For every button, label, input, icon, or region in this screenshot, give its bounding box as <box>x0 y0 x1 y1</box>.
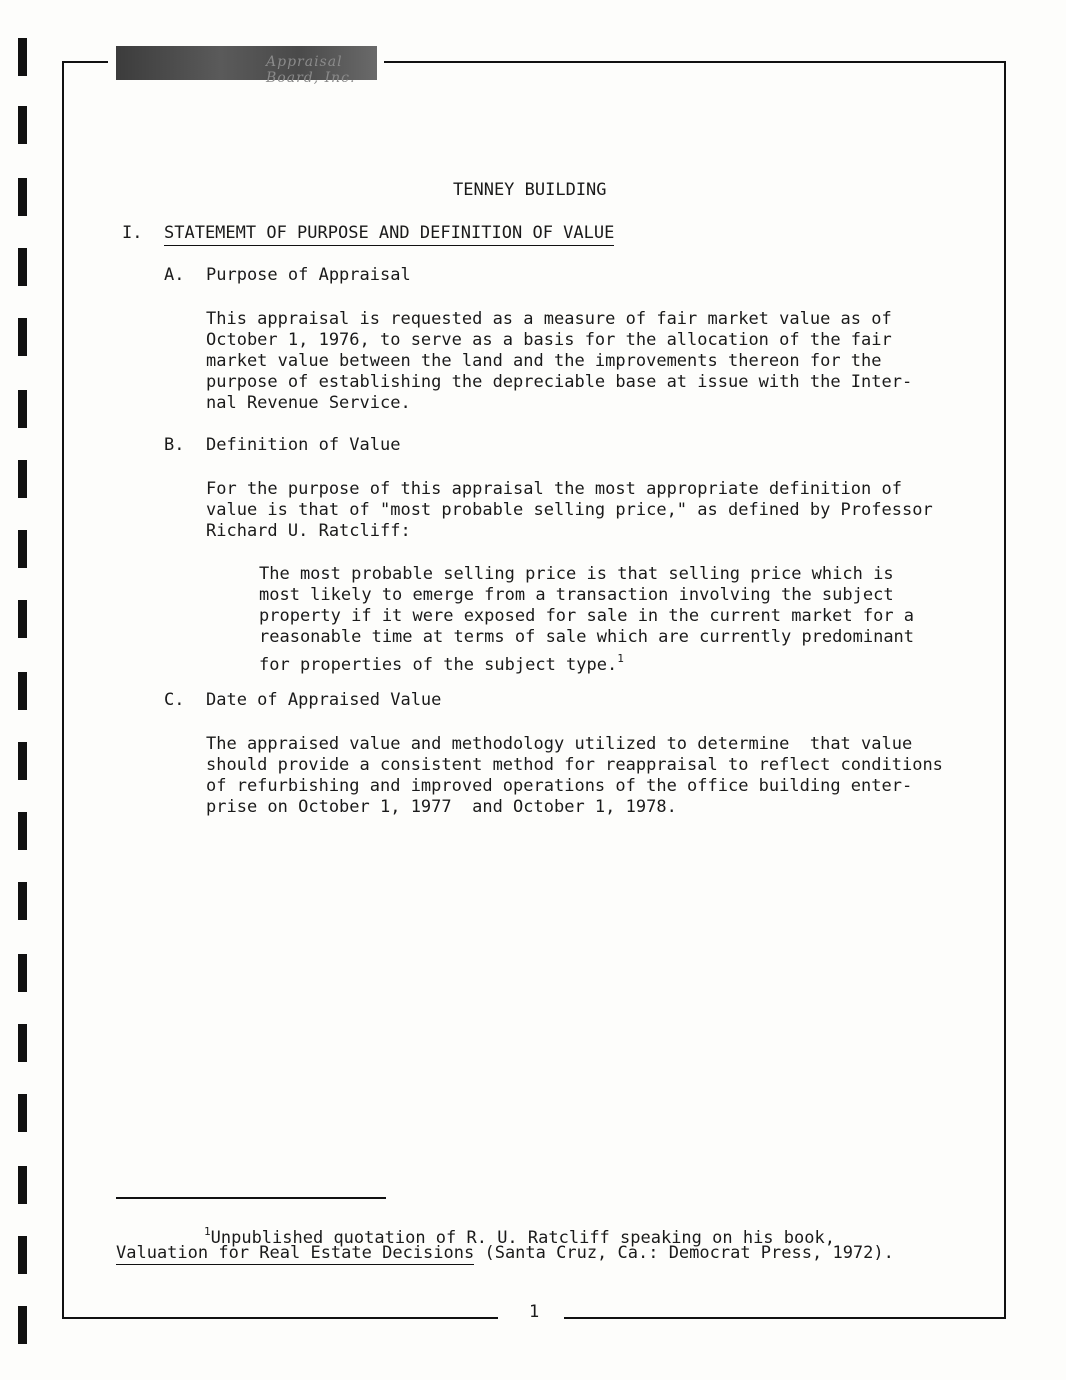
frame-top-left <box>62 61 108 63</box>
quote-line: reasonable time at terms of sale which are currently predominant <box>259 627 915 647</box>
binder-mark <box>18 812 27 850</box>
section-number: I. <box>122 223 143 243</box>
paragraph-line: market value between the land and the improvements thereon for the <box>206 351 882 371</box>
paragraph-line: prise on October 1, 1977 and October 1, 1978. <box>206 797 677 817</box>
binder-mark <box>18 954 27 992</box>
footnote-reference: 1 <box>617 652 624 665</box>
frame-right <box>1004 61 1006 1319</box>
binder-mark <box>18 248 27 286</box>
definition-paragraph <box>206 479 933 542</box>
paragraph-line: For the purpose of this appraisal the most appropriate definition of <box>206 479 902 499</box>
footnote-text: Unpublished quotation of R. U. Ratcliff speaking on his book, <box>210 1228 835 1248</box>
paragraph-line: should provide a consistent method for reappraisal to reflect conditions <box>206 755 943 775</box>
binder-mark <box>18 1306 27 1344</box>
subsection-letter: A. <box>164 265 185 285</box>
binder-mark <box>18 318 27 356</box>
quote-line: The most probable selling price is that selling price which is <box>259 564 894 584</box>
binder-mark <box>18 882 27 920</box>
header-stamp <box>116 46 377 86</box>
frame-top-right <box>384 61 1006 63</box>
binder-mark <box>18 106 27 144</box>
document-title: TENNEY BUILDING <box>453 180 607 200</box>
book-title: Valuation for Real Estate Decisions <box>116 1243 475 1263</box>
paragraph-line: This appraisal is requested as a measure of fair market value as of <box>206 309 892 329</box>
paragraph-line: Richard U. Ratcliff: <box>206 521 411 541</box>
footnote-rule <box>116 1197 386 1199</box>
binder-mark <box>18 1236 27 1274</box>
paragraph-line: October 1, 1976, to serve as a basis for the allocation of the fair <box>206 330 892 350</box>
binder-mark <box>18 530 27 568</box>
subsection-letter: C. <box>164 690 185 710</box>
binder-mark <box>18 460 27 498</box>
footnote-line-2 <box>116 1243 894 1264</box>
quote-line: for properties of the subject type. <box>259 655 618 675</box>
paragraph-line: value is that of "most probable selling price," as defined by Professor <box>206 500 933 520</box>
paragraph-line: of refurbishing and improved operations of the office building enter- <box>206 776 913 796</box>
binder-mark <box>18 38 27 76</box>
paragraph-line: purpose of establishing the depreciable base at issue with the Inter- <box>206 372 913 392</box>
subsection-heading: Purpose of Appraisal <box>206 265 411 285</box>
paragraph-line: The appraised value and methodology utilized to determine that value <box>206 734 913 754</box>
binder-mark <box>18 1024 27 1062</box>
subsection-heading: Definition of Value <box>206 435 401 455</box>
frame-left <box>62 61 64 1319</box>
purpose-paragraph <box>206 309 912 414</box>
subsection-letter: B. <box>164 435 185 455</box>
binder-mark <box>18 1094 27 1132</box>
binder-mark <box>18 600 27 638</box>
date-paragraph <box>206 734 943 818</box>
page-number: 1 <box>529 1302 540 1322</box>
block-quote <box>259 564 914 676</box>
binder-mark <box>18 390 27 428</box>
quote-line: most likely to emerge from a transaction involving the subject <box>259 585 894 605</box>
subsection-heading: Date of Appraised Value <box>206 690 442 710</box>
frame-bottom-left <box>62 1317 498 1319</box>
frame-bottom-right <box>564 1317 1006 1319</box>
binder-mark <box>18 742 27 780</box>
section-heading: STATEMEMT OF PURPOSE AND DEFINITION OF VALUE <box>164 223 614 246</box>
binder-mark <box>18 672 27 710</box>
footnote-citation: (Santa Cruz, Ca.: Democrat Press, 1972). <box>474 1243 894 1263</box>
binder-mark <box>18 178 27 216</box>
binder-mark <box>18 1166 27 1204</box>
header-stamp-text: Appraisal Board, Inc. <box>266 54 356 86</box>
quote-line: property if it were exposed for sale in the current market for a <box>259 606 915 626</box>
footnote-marker: 1 <box>204 1225 211 1238</box>
paragraph-line: nal Revenue Service. <box>206 393 411 413</box>
